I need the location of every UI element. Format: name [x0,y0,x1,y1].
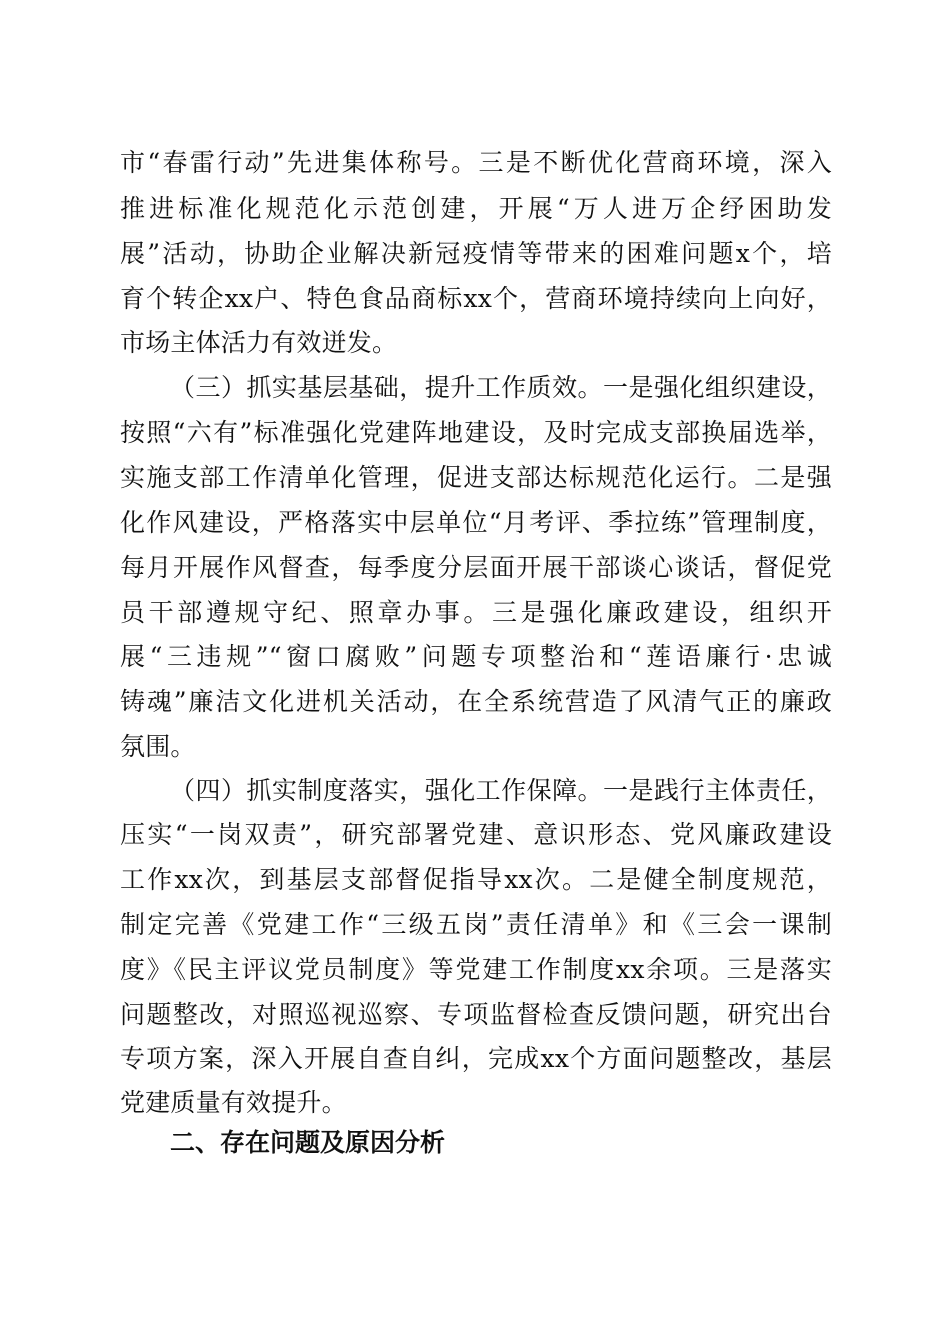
text-line: 化作风建设，严格落实中层单位“月考评、季拉练”管理制度， [120,508,832,537]
text-line: 员干部遵规守纪、照章办事。三是强化廉政建设，组织开 [120,598,832,627]
text-line: 实施支部工作清单化管理，促进支部达标规范化运行。二是强 [120,463,832,492]
text-line: 问题整改，对照巡视巡察、专项监督检查反馈问题，研究出台 [120,1000,832,1029]
text-line: 党建质量有效提升。 [120,1088,347,1117]
text-line: 展”活动，协助企业解决新冠疫情等带来的困难问题x个，培 [120,239,832,268]
text-line: 度》《民主评议党员制度》等党建工作制度xx余项。三是落实 [120,955,832,984]
text-line: 铸魂”廉洁文化进机关活动，在全系统营造了风清气正的廉政 [120,687,832,716]
text-line: 专项方案，深入开展自查自纠，完成xx个方面问题整改，基层 [120,1044,832,1073]
section-heading: 二、存在问题及原因分析 [170,1128,446,1157]
text-line: 按照“六有”标准强化党建阵地建设，及时完成支部换届选举， [120,418,832,447]
text-line: 压实“一岗双责”，研究部署党建、意识形态、党风廉政建设 [120,820,832,849]
text-line: 展“三违规”“窗口腐败”问题专项整治和“莲语廉行·忠诚 [120,642,832,671]
paragraph-first-line: （三）抓实基层基础，提升工作质效。一是强化组织建设， [170,373,832,402]
text-line: 工作xx次，到基层支部督促指导xx次。二是健全制度规范， [120,865,832,894]
text-line: 制定完善《党建工作“三级五岗”责任清单》和《三会一课制 [120,910,832,939]
text-line: 育个转企xx户、特色食品商标xx个，营商环境持续向上向好， [120,284,832,313]
text-line: 推进标准化规范化示范创建，开展“万人进万企纾困助发 [120,194,832,223]
text-line: 市“春雷行动”先进集体称号。三是不断优化营商环境，深入 [120,148,832,177]
text-line: 每月开展作风督查，每季度分层面开展干部谈心谈话，督促党 [120,553,832,582]
paragraph-first-line: （四）抓实制度落实，强化工作保障。一是践行主体责任， [170,776,832,805]
text-line: 市场主体活力有效迸发。 [120,328,398,357]
text-line: 氛围。 [120,732,196,761]
